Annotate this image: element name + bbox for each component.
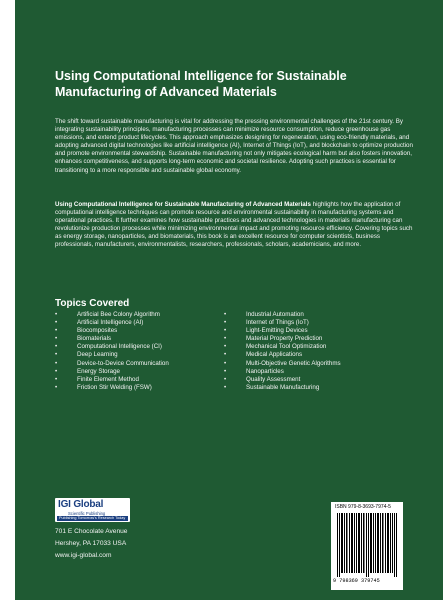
bullet-icon: •: [224, 335, 227, 343]
isbn-label: ISBN 979-8-3693-7974-5: [335, 504, 391, 510]
publisher-logo-subtitle: Scientific Publishing: [68, 511, 106, 516]
topic-item: • Mechanical Tool Optimization: [224, 343, 327, 351]
bullet-icon: •: [55, 359, 58, 367]
bullet-icon: •: [55, 367, 58, 375]
topics-list-right: [224, 311, 414, 392]
topic-item: • Artificial Intelligence (AI): [55, 319, 144, 327]
topic-item: • Material Property Prediction: [224, 335, 323, 343]
bullet-icon: •: [224, 375, 227, 383]
topics-heading: Topics Covered: [55, 298, 130, 309]
topic-item: • Quality Assessment: [224, 375, 301, 383]
barcode-digits: 9 798369 379745: [333, 578, 380, 584]
address-street: 701 E Chocolate Avenue: [55, 528, 128, 535]
bullet-icon: •: [55, 311, 58, 318]
topic-item: • Friction Stir Welding (FSW): [55, 383, 152, 391]
bullet-icon: •: [224, 311, 227, 318]
topic-item: • Industrial Automation: [224, 311, 304, 318]
topics-list-left: [55, 311, 225, 392]
description-paragraph-2-text: highlights how the application of computational intelligence techniques can promote resource and environmental sustainability in manufacturing systems and operational practices. It further examines how sustainable practices and advanced technologies in materials manufacturing can revolutionize production processes while minimizing environmental impact and promoting resource efficiency. Covering topics such as energy storage, nanoparticles, and biomaterials, this book is an excellent resource for computer scientists, business professionals, manufacturers, environmentalists, researchers, professionals, scholars, academicians, and more.: [55, 201, 413, 249]
topic-item: • Energy Storage: [55, 367, 120, 375]
bullet-icon: •: [224, 359, 227, 367]
bullet-icon: •: [224, 319, 227, 327]
topic-item: • Multi-Objective Genetic Algorithms: [224, 359, 341, 367]
bullet-icon: •: [224, 367, 227, 375]
topic-item: • Internet of Things (IoT): [224, 319, 309, 327]
bullet-icon: •: [55, 343, 58, 351]
topic-item: • Medical Applications: [224, 351, 303, 359]
bullet-icon: •: [55, 319, 58, 327]
publisher-logo: [55, 498, 130, 522]
publisher-address: [55, 526, 127, 562]
bullet-icon: •: [224, 343, 227, 351]
topic-item: • Biocomposites: [55, 327, 118, 335]
publisher-logo-name: IGI Global: [58, 499, 104, 510]
bullet-icon: •: [224, 351, 227, 359]
publisher-website: www.igi-global.com: [55, 552, 112, 559]
topic-item: • Artificial Bee Colony Algorithm: [55, 311, 160, 318]
description-paragraph-2: [55, 201, 413, 250]
topic-item: • Finite Element Method: [55, 375, 139, 383]
bullet-icon: •: [55, 327, 58, 335]
bullet-icon: •: [55, 335, 58, 343]
book-title: Using Computational Intelligence for Sustainable Manufacturing of Advanced Materials: [55, 69, 347, 99]
bullet-icon: •: [224, 327, 227, 335]
address-city: Hershey, PA 17033 USA: [55, 540, 127, 547]
publisher-logo-tagline: Publishing Tomorrow's Research Today: [59, 516, 126, 521]
topic-item: • Biomaterials: [55, 335, 112, 343]
topic-item: • Computational Intelligence (CI): [55, 343, 162, 351]
bullet-icon: •: [55, 351, 58, 359]
bullet-icon: •: [55, 383, 58, 391]
topic-item: • Deep Learning: [55, 351, 118, 359]
isbn-barcode: [331, 502, 403, 590]
topic-item: • Sustainable Manufacturing: [224, 383, 320, 391]
description-book-title: Using Computational Intelligence for Sustainable Manufacturing of Advanced Materials: [55, 201, 311, 208]
topic-item: • Light-Emitting Devices: [224, 327, 308, 335]
topic-item: • Device-to-Device Communication: [55, 359, 169, 367]
description-paragraph-1: The shift toward sustainable manufacturing is vital for addressing the pressing environmental challenges of the 21st century. By integrating sustainability principles, manufacturing processes can minimize resource consumption, reduce greenhouse gas emissions, and extend product lifecycles. This approach emphasizes designing for regeneration, using eco-friendly materials, and adopting advanced digital technologies like artificial intelligence (AI), Internet of Things (IoT), and blockchain to optimize production and promote environmental stewardship. Sustainable manufacturing not only mitigates ecological harm but also fosters innovation, enhances competitiveness, and supports long-term economic and societal resilience. Adopting such practices is essential for transitioning to a more responsible and sustainable global economy.: [55, 118, 413, 174]
topic-item: • Nanoparticles: [224, 367, 284, 375]
bullet-icon: •: [55, 375, 58, 383]
bullet-icon: •: [224, 383, 227, 391]
barcode-bars: [337, 513, 397, 577]
